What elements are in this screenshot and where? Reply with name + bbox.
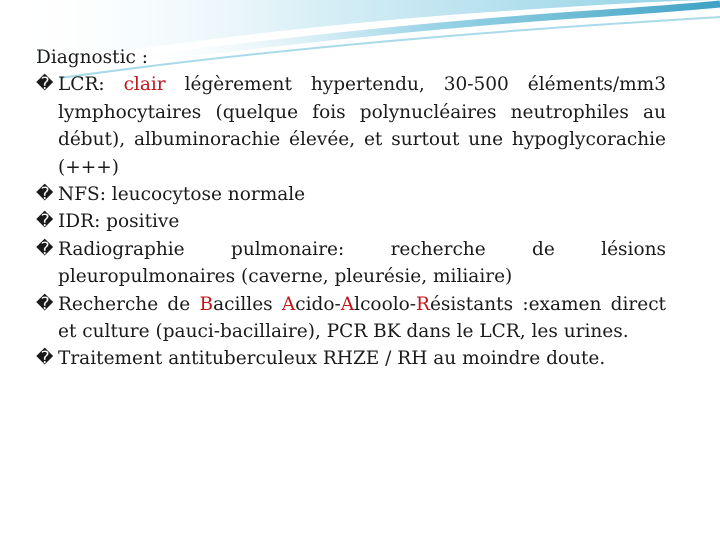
baar-letter-b: B xyxy=(199,293,214,315)
lcr-rest: légèrement hypertendu, 30-500 éléments/mm3 lymphocytaires (quelque fois polynucléaires neutrophiles au début), albuminorachie élevée, et surtout une hypoglycorachie (+++) xyxy=(58,74,666,178)
bullet-icon: � xyxy=(36,211,54,232)
baar-letter-r: R xyxy=(416,293,430,315)
baar-letter-a2: A xyxy=(340,293,355,315)
bullet-icon: � xyxy=(36,74,54,95)
idr-text: IDR: positive xyxy=(58,211,180,233)
list-item-nfs xyxy=(36,181,666,208)
baar-text-2: acilles xyxy=(213,293,282,315)
traitement-text: Traitement antituberculeux RHZE / RH au moindre doute. xyxy=(58,348,606,370)
list-item-traitement xyxy=(36,345,666,372)
bullet-icon: � xyxy=(36,184,54,205)
lcr-prefix: LCR: xyxy=(58,74,124,96)
baar-text-1: Recherche de xyxy=(58,293,200,315)
baar-letter-a1: A xyxy=(281,293,296,315)
bullet-icon: � xyxy=(36,348,54,369)
list-item-lcr xyxy=(36,71,666,181)
baar-text-5: ésistants :examen direct et culture (pauci-bacillaire), PCR BK dans le LCR, les urines. xyxy=(58,293,666,343)
bullet-icon: � xyxy=(36,238,54,259)
nfs-text: NFS: leucocytose normale xyxy=(58,184,306,206)
diagnostic-heading: Diagnostic : xyxy=(36,47,148,68)
baar-text-3: cido- xyxy=(295,293,341,315)
slide-content xyxy=(36,44,666,373)
bullet-icon: � xyxy=(36,293,54,314)
lcr-highlight: clair xyxy=(123,74,166,96)
list-item-idr xyxy=(36,208,666,235)
baar-text-4: lcoolo- xyxy=(354,293,417,315)
list-item-radiographie xyxy=(36,236,666,291)
list-item-recherche-baar xyxy=(36,291,666,346)
radiographie-text: Radiographie pulmonaire: recherche de lésions pleuropulmonaires (caverne, pleurésie, miliaire) xyxy=(58,238,666,288)
